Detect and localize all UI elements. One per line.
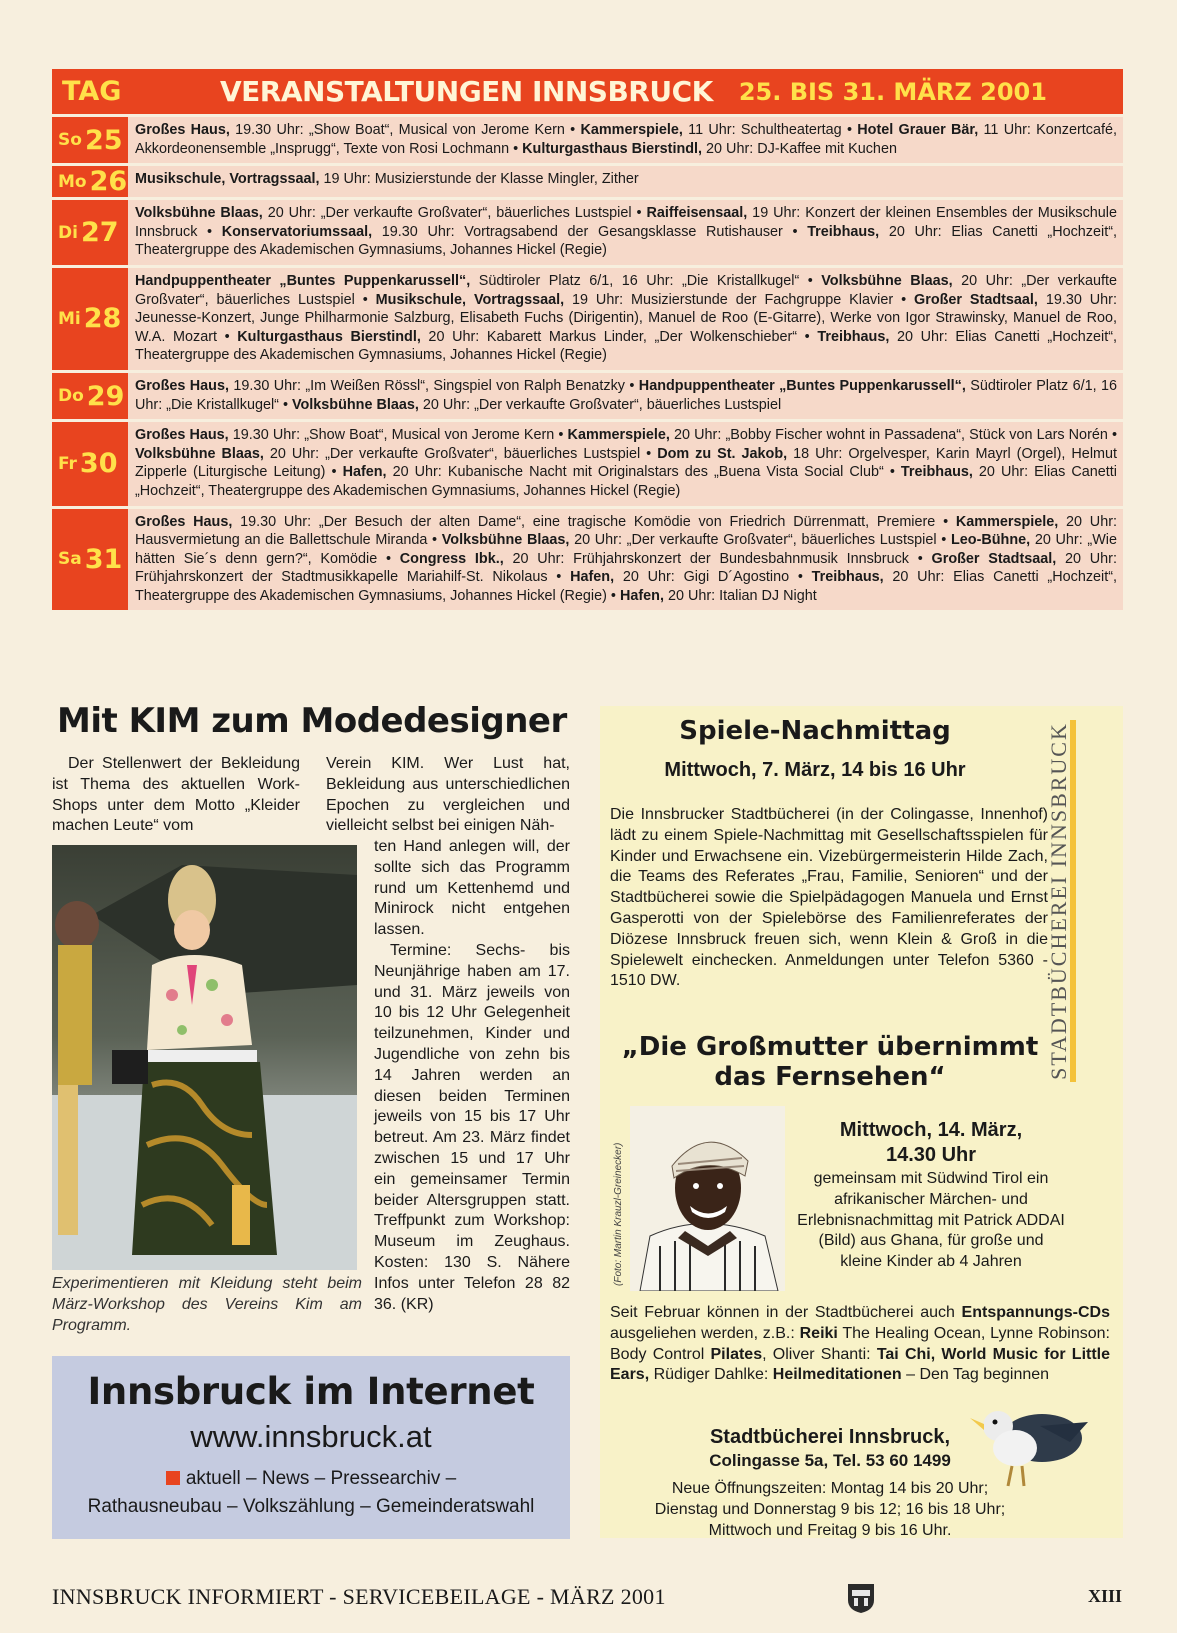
kim-text-col1: Der Stellenwert der Bekleidung ist Thema des aktuellen Work-Shops unter dem Motto „Kleider machen Leute“ vom [52, 755, 300, 835]
venue-name: Hafen, [619, 587, 664, 604]
cds-text: Seit Februar können in der Stadtbücherei auch [610, 1304, 962, 1321]
cds-bold: Reiki [799, 1324, 838, 1342]
venue-name: Treibhaus, [900, 464, 973, 481]
event-detail: 20 Uhr: Frühjahrskonzert der Bundesbahnmusik Innsbruck • [503, 550, 932, 567]
cds-text: Rüdiger Dahlke: [649, 1366, 773, 1384]
event-detail: 19.30 Uhr: „Der Besuch der alten Dame“, eine tragische Komödie von Friedrich Dürrenmatt, Premiere • [232, 513, 956, 530]
day-number: 25 [84, 124, 123, 156]
venue-name: Musikschule, Vortragssaal, [135, 171, 320, 188]
weekday-label: Do [58, 386, 84, 407]
spiele-body: Die Innsbrucker Stadtbücherei (in der Colingasse, Innenhof) lädt zu einem Spiele-Nachmittag mit Gesellschaftsspielen für Kinder und Erwachsene ein. Vizebürgermeisterin Hilde Zach, die Teams des Referates „Frau, Familie, Senioren“ und der Stadtbücherei sowie die Spielpädagogen Manuela und Ernst Gasperotti von der Spielebörse des Familienreferates der Diözese Innsbruck freuen sich, wenn Klein & Groß in die Spielewelt einchecken. Anmeldungen unter Telefon 5360 - 1510 DW. [610, 806, 1048, 990]
event-day [52, 422, 128, 505]
venue-name: Hafen, [570, 569, 615, 586]
grossmutter-date-line1: Mittwoch, 14. März, [839, 1119, 1023, 1141]
event-detail: 20 Uhr: „Der verkaufte Großvater“, bäuerliches Lustspiel • [135, 272, 1117, 308]
event-detail: 18 Uhr: Orgelvesper, Karin Mayrl (Orgel), Helmut Zipperle (Liturgische Leitung) • [135, 445, 1117, 481]
cds-bold: Heilmeditationen [772, 1366, 902, 1384]
event-detail: 19 Uhr: Musizierstunde der Klasse Mingler, Zither [319, 171, 639, 188]
internet-links-line2: Rathausneubau – Volkszählung – Gemeinderatswahl [87, 1496, 535, 1517]
venue-name: Treibhaus, [817, 328, 890, 345]
venue-name: Volksbühne Blaas, [135, 205, 263, 222]
cds-bold: Entspannungs-CDs [961, 1304, 1110, 1321]
innsbruck-crest-icon [846, 1582, 876, 1614]
venue-name: Musikschule, Vortragssaal, [375, 291, 565, 308]
event-listing [128, 268, 1123, 370]
event-detail: 11 Uhr: Konzertcafé, Akkordeonensemble „Insprugg“, Texte von Rosi Lochmann • [135, 122, 1117, 157]
event-detail: 20 Uhr: „Der verkaufte Großvater“, bäuerliches Lustspiel • [569, 532, 951, 549]
weekday-label: Fr [58, 453, 77, 474]
event-detail: Südtiroler Platz 6/1, 16 Uhr: „Die Kristallkugel“ • [470, 272, 822, 289]
spiele-date: Mittwoch, 7. März, 14 bis 16 Uhr [664, 759, 966, 781]
cds-text: – Den Tag beginnen [901, 1366, 1050, 1384]
events-table [52, 69, 1123, 610]
photo-credit: (Foto: Martin Krauzl-Greinecker) [613, 1142, 624, 1286]
venue-name: Volksbühne Blaas, [821, 272, 953, 289]
kim-article-title: Mit KIM zum Modedesigner [57, 701, 567, 741]
grossmutter-date-line2: 14.30 Uhr [885, 1144, 977, 1166]
venue-name: Großes Haus, [135, 513, 233, 530]
venue-name: Kulturgasthaus Bierstindl, [237, 328, 421, 345]
internet-title: Innsbruck im Internet [87, 1370, 535, 1413]
kim-text-col3 [374, 837, 570, 1315]
event-listing [128, 166, 1123, 197]
event-detail: 20 Uhr: „Der verkaufte Großvater“, bäuerliches Lustspiel • [263, 445, 658, 462]
header-title: VERANSTALTUNGEN INNSBRUCK [220, 75, 713, 108]
internet-links [52, 1465, 570, 1521]
event-detail: 20 Uhr: Elias Canetti „Hochzeit“, Theatergruppe des Akademischen Gymnasiums, Johannes Hickel (Regie) [135, 464, 1117, 499]
venue-name: Volksbühne Blaas, [135, 445, 264, 462]
page-number: XIII [1088, 1586, 1123, 1606]
grossmutter-body: gemeinsam mit Südwind Tirol ein afrikanischer Märchen- und Erlebnisnachmittag mit Patrick ADDAI (Bild) aus Ghana, für große und kleine Kinder ab 4 Jahren [797, 1170, 1065, 1271]
venue-name: Treibhaus, [807, 223, 880, 240]
internet-box [52, 1356, 570, 1539]
event-listing [128, 117, 1123, 163]
day-number: 30 [79, 448, 118, 480]
event-detail: 19 Uhr: Musizierstunde der Fachgruppe Klavier • [564, 291, 915, 308]
red-square-icon [166, 1471, 180, 1485]
event-day [52, 166, 128, 197]
venue-name: Kulturgasthaus Bierstindl, [522, 140, 703, 157]
spiele-title: Spiele-Nachmittag [679, 716, 951, 746]
event-day [52, 509, 128, 611]
venue-name: Großes Haus, [135, 122, 230, 138]
venue-name: Dom zu St. Jakob, [657, 445, 788, 462]
hours-line1: Neue Öffnungszeiten: Montag 14 bis 20 Uhr; [671, 1480, 989, 1497]
event-detail: 20 Uhr: „Wie hätten Sie´s denn gern?“, Komödie • [135, 532, 1117, 567]
venue-name: Hafen, [342, 464, 387, 481]
event-detail: 19.30 Uhr: Vortragsabend der Gesangsklasse Rutishauser • [372, 223, 808, 240]
cds-text: ausgeliehen werden, z.B.: [610, 1324, 800, 1342]
event-listing [128, 422, 1123, 505]
event-row-sa [52, 506, 1123, 611]
venue-name: Kammerspiele, [567, 427, 670, 444]
internet-links-line1: aktuell – News – Pressearchiv – [185, 1468, 457, 1489]
cds-text: , Oliver Shanti: [762, 1345, 877, 1363]
event-detail: 20 Uhr: Frühjahrskonzert der Stadtmusikkapelle Mariahilf-St. Nikolaus • [135, 550, 1117, 586]
day-number: 31 [84, 543, 123, 575]
event-detail: 20 Uhr: DJ-Kaffee mit Kuchen [702, 140, 897, 157]
venue-name: Großes Haus, [135, 427, 229, 444]
venue-name: Hotel Grauer Bär, [857, 122, 979, 138]
internet-url-link[interactable]: www.innsbruck.at [190, 1419, 432, 1454]
venue-name: Großes Haus, [135, 377, 229, 394]
event-day [52, 268, 128, 370]
event-detail: 11 Uhr: Schultheatertag • [682, 122, 858, 138]
event-detail: 20 Uhr: Elias Canetti „Hochzeit“, Theatergruppe des Akademischen Gymnasiums, Johannes Hickel (Regie) [135, 328, 1118, 364]
event-day [52, 200, 128, 265]
event-row-mo [52, 163, 1123, 197]
grossmutter-date [796, 1118, 1066, 1168]
weekday-label: Di [58, 222, 78, 243]
kim-text-col3-b: Termine: Sechs- bis Neunjährige haben am 17. und 31. März jeweils von 10 bis 12 Uhr Gelegenheit teilzunehmen, Kinder und Jugendliche von zehn bis 14 Jahren werden an diesen beiden Terminen jeweils von 15 bis 17 Uhr betreut. Am 23. März findet zwischen 15 und 17 Uhr ein gemeinsamer Termin beider Altersgruppen statt. Treffpunkt zum Workshop: Museum im Zeughaus. Kosten: 130 S. Nähere Infos unter Telefon 28 82 36. (KR) [374, 941, 570, 1313]
events-header [52, 69, 1123, 114]
event-listing [128, 373, 1123, 419]
venue-name: Konservatoriumssaal, [221, 223, 373, 240]
event-detail: 19.30 Uhr: „Im Weißen Rössl“, Singspiel von Ralph Benatzky • [228, 377, 639, 394]
event-detail: 19.30 Uhr: Jeunesse-Konzert, Junge Philharmonie Salzburg, Elisabeth Fuchs (Dirigentin), Manuel de Roo (E-Gitarre), Werke von Igor Strawinsky, Manuel de Roo, W.A. Mozart • [135, 291, 1117, 345]
event-row-fr [52, 419, 1123, 505]
event-detail: 20 Uhr: „Bobby Fischer wohnt in Passadena“, Stück von Lars Norén • [669, 427, 1118, 444]
event-detail: 20 Uhr: Gigi D´Agostino • [614, 569, 812, 586]
grossmutter-title-line2: das Fernsehen“ [714, 1062, 946, 1092]
event-detail: Südtiroler Platz 6/1, 16 Uhr: „Die Kristallkugel“ • [135, 377, 1117, 413]
library-street: Colingasse 5a, Tel. 53 60 1499 [709, 1451, 951, 1470]
weekday-label: Mo [58, 171, 87, 192]
venue-name: Leo-Bühne, [950, 532, 1031, 549]
venue-name: Volksbühne Blaas, [291, 396, 419, 413]
venue-name: Handpuppentheater „Buntes Puppenkarussell“, [135, 272, 471, 289]
event-detail: 20 Uhr: Elias Canetti „Hochzeit“, Theatergruppe des Akademischen Gymnasiums, Johannes Hickel (Regie) • [135, 569, 1118, 604]
cds-text: The Healing Ocean, Lynne Robinson: Body Control [610, 1324, 1110, 1363]
grossmutter-title [600, 1032, 1060, 1092]
venue-name: Kammerspiele, [580, 122, 683, 138]
cds-bold: Pilates [710, 1345, 763, 1363]
day-number: 28 [83, 303, 122, 335]
event-detail: 19 Uhr: Konzert der kleinen Ensembles der Musikschule Innsbruck • [135, 205, 1117, 240]
library-side-label [1036, 720, 1076, 1082]
weekday-label: Sa [58, 549, 82, 570]
addai-photo [630, 1106, 785, 1291]
weekday-label: So [58, 130, 82, 151]
event-detail: 20 Uhr: Kubanische Nacht mit Originalstars des „Buena Vista Social Club“ • [386, 464, 901, 481]
bird-icon [970, 1396, 1090, 1491]
kim-photo-caption: Experimentieren mit Kleidung steht beim März-Workshop des Vereins Kim am Programm. [52, 1275, 362, 1334]
venue-name: Kammerspiele, [955, 513, 1059, 530]
cds-bold: Tai Chi, World Music for Little Ears, [610, 1345, 1111, 1384]
event-row-mi [52, 265, 1123, 370]
side-label-text: STADTBÜCHEREI INNSBRUCK [1046, 722, 1071, 1080]
day-number: 29 [86, 380, 125, 412]
hours-line2: Dienstag und Donnerstag 9 bis 12; 16 bis 18 Uhr; [654, 1500, 1006, 1518]
kim-workshop-photo [52, 845, 357, 1270]
event-listing [128, 200, 1123, 265]
kim-text-col2: Verein KIM. Wer Lust hat, Bekleidung aus unterschiedlichen Epochen zu vergleichen und vielleicht selbst bei einigen Näh- [326, 755, 570, 835]
event-day [52, 373, 128, 419]
event-detail: 20 Uhr: „Der verkaufte Großvater“, bäuerliches Lustspiel • [262, 205, 647, 222]
event-detail: 20 Uhr: Hausvermietung an die Ballettschule Miranda • [135, 513, 1117, 549]
venue-name: Volksbühne Blaas, [441, 532, 570, 549]
venue-name: Raiffeisensaal, [646, 205, 748, 222]
library-name: Stadtbücherei Innsbruck, [709, 1426, 951, 1448]
header-tag: TAG [62, 76, 122, 107]
hours-line3: Mittwoch und Freitag 9 bis 16 Uhr. [708, 1521, 952, 1539]
kim-text-col3-a: ten Hand anlegen will, der sollte sich das Programm rund um Kettenhemd und Minirock nicht entgehen lassen. [374, 838, 570, 939]
day-number: 26 [89, 166, 128, 198]
grossmutter-title-line1: „Die Großmutter übernimmt [621, 1032, 1039, 1062]
event-detail: 20 Uhr: Italian DJ Night [663, 587, 817, 604]
event-detail: 20 Uhr: Kabarett Markus Linder, „Der Wolkenschieber“ • [420, 328, 818, 345]
event-row-so [52, 114, 1123, 163]
weekday-label: Mi [58, 308, 81, 329]
footer-text: INNSBRUCK INFORMIERT - SERVICEBEILAGE - MÄRZ 2001 [52, 1584, 666, 1609]
venue-name: Großer Stadtsaal, [931, 550, 1057, 567]
day-number: 27 [80, 217, 119, 249]
venue-name: Congress Ibk., [399, 550, 504, 567]
cds-paragraph [610, 1303, 1110, 1386]
library-panel [600, 706, 1123, 1538]
venue-name: Handpuppentheater „Buntes Puppenkarussell“, [638, 377, 966, 394]
event-detail: 20 Uhr: „Der verkaufte Großvater“, bäuerliches Lustspiel [418, 396, 782, 413]
events-rows [52, 114, 1123, 610]
event-detail: 19.30 Uhr: „Show Boat“, Musical von Jerome Kern • [229, 122, 581, 138]
venue-name: Großer Stadtsaal, [914, 291, 1038, 308]
event-day [52, 117, 128, 163]
event-detail: 20 Uhr: Elias Canetti „Hochzeit“, Theatergruppe des Akademischen Gymnasiums, Johannes Hickel (Regie) [135, 223, 1117, 259]
event-detail: 19.30 Uhr: „Show Boat“, Musical von Jerome Kern • [228, 427, 568, 444]
event-row-di [52, 197, 1123, 265]
header-dates: 25. BIS 31. MÄRZ 2001 [738, 77, 1047, 106]
event-row-do [52, 370, 1123, 419]
event-listing [128, 509, 1123, 611]
venue-name: Treibhaus, [811, 569, 884, 586]
